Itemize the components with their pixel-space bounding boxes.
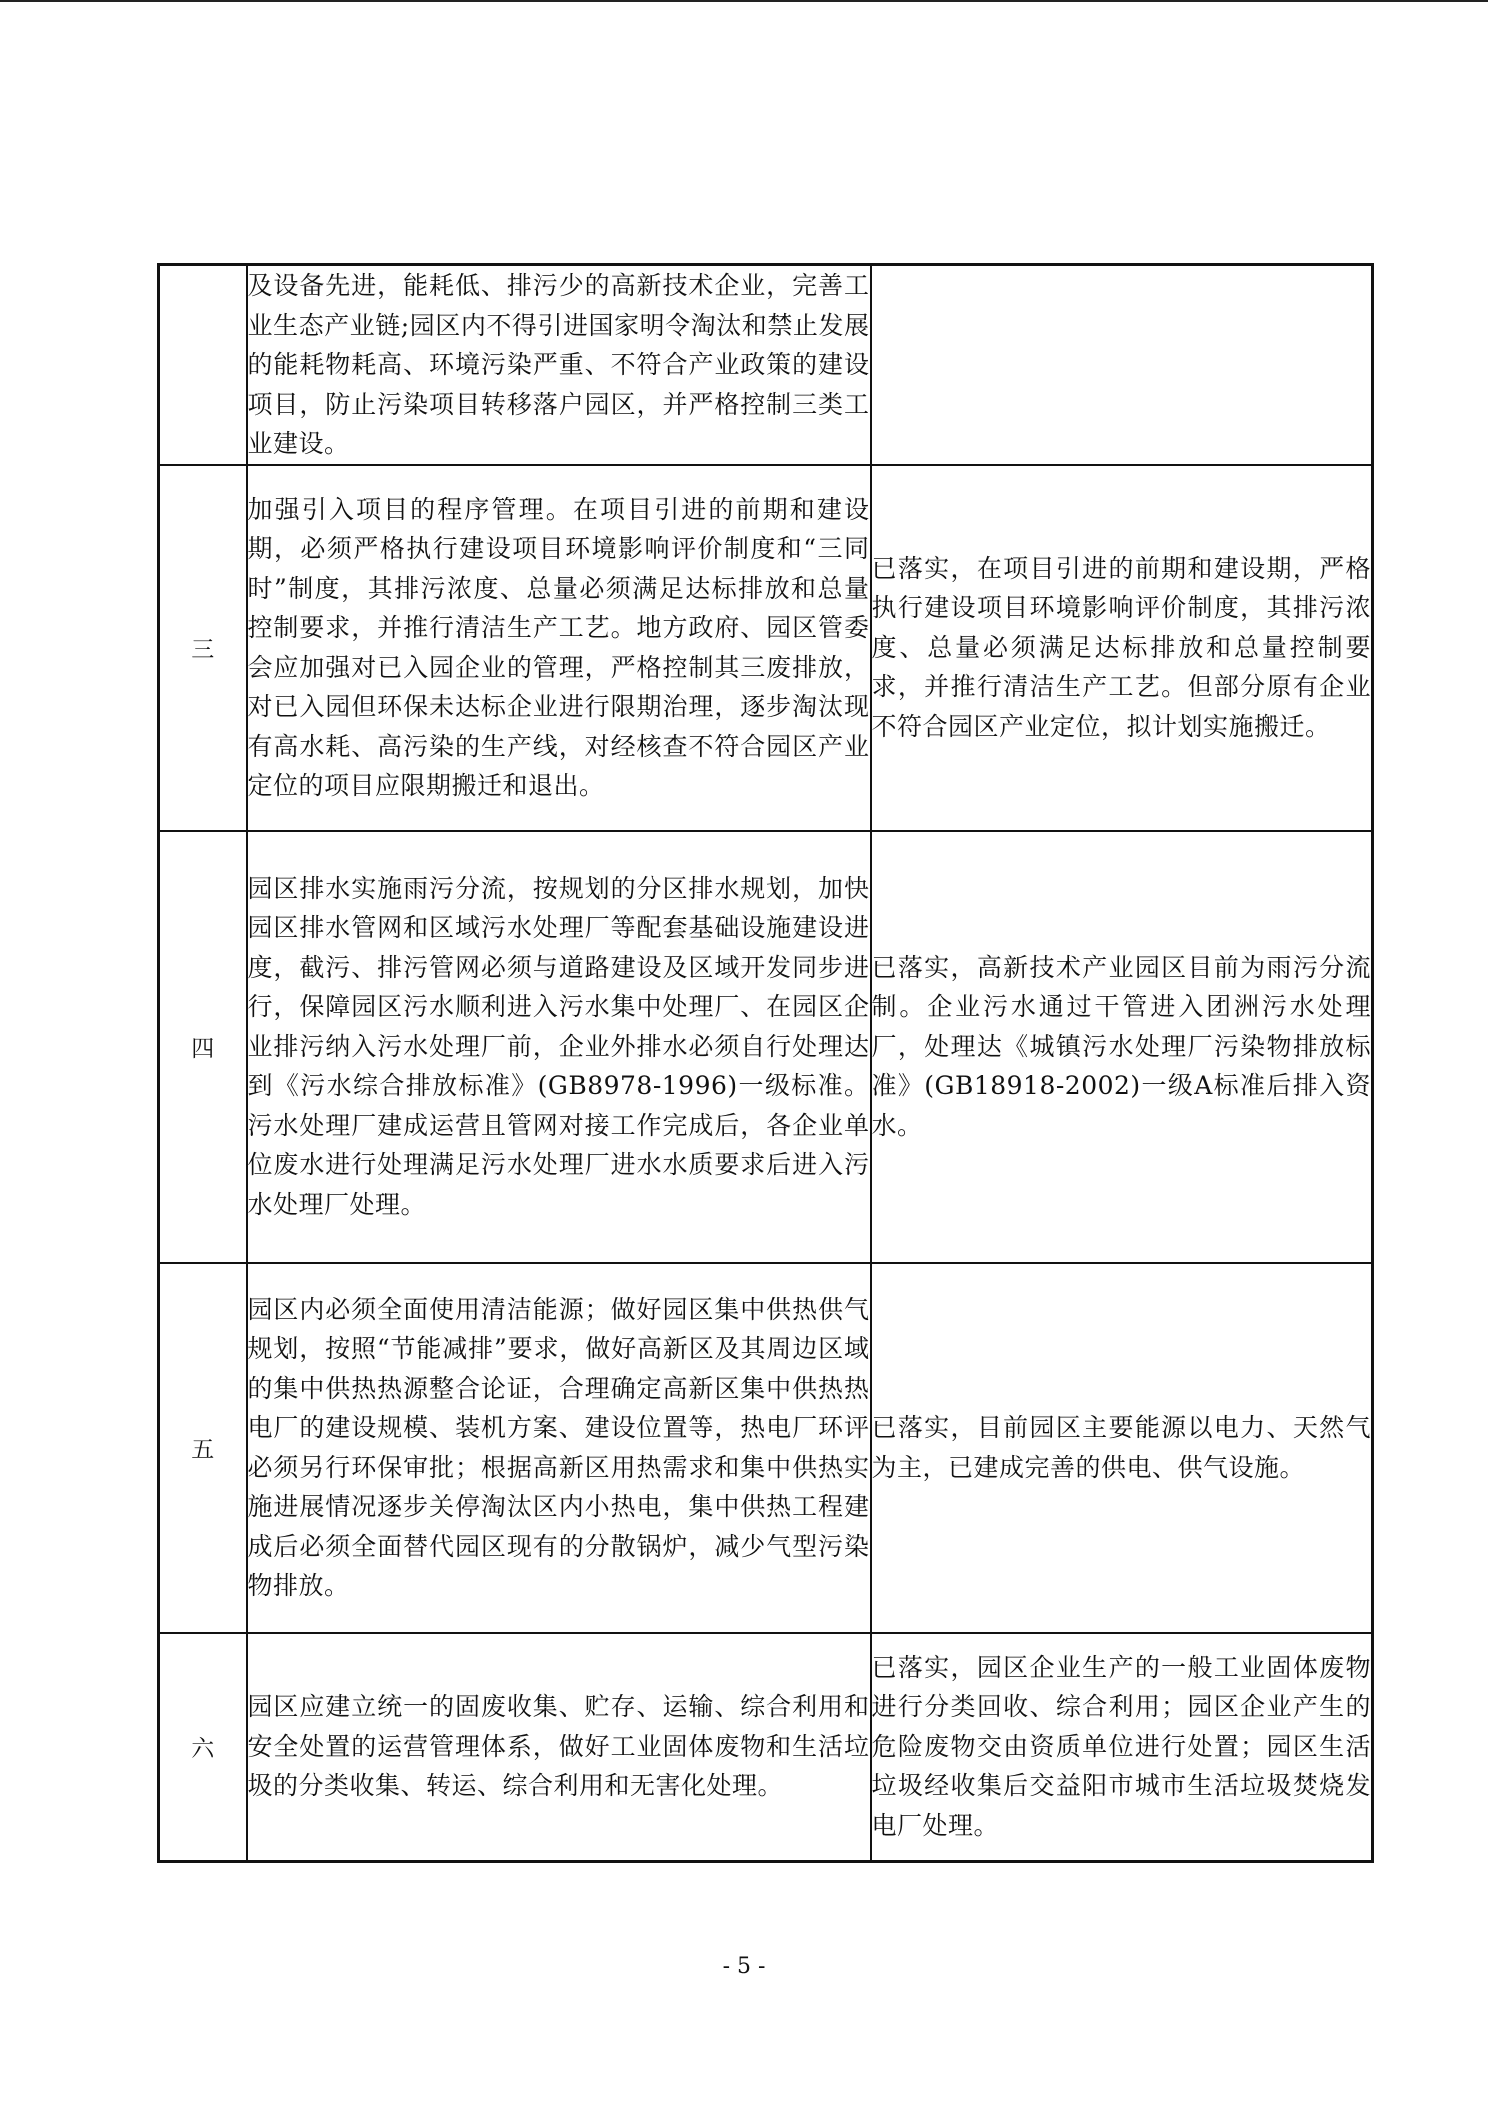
table-row: [159, 265, 1373, 465]
row-number: 三: [159, 465, 247, 831]
row-number: 五: [159, 1263, 247, 1633]
row-number: [159, 265, 247, 465]
requirement-cell: 园区内必须全面使用清洁能源；做好园区集中供热供气规划，按照“节能减排”要求，做好高新区及其周边区域的集中供热热源整合论证，合理确定高新区集中供热热电厂的建设规模、装机方案、建设位置等，热电厂环评必须另行环保审批；根据高新区用热需求和集中供热实施进展情况逐步关停淘汰区内小热电，集中供热工程建成后必须全面替代园区现有的分散锅炉，减少气型污染物排放。: [247, 1263, 871, 1633]
status-cell: 已落实，园区企业生产的一般工业固体废物进行分类回收、综合利用；园区企业产生的危险废物交由资质单位进行处置；园区生活垃圾经收集后交益阳市城市生活垃圾焚烧发电厂处理。: [871, 1633, 1373, 1862]
status-cell: 已落实，在项目引进的前期和建设期，严格执行建设项目环境影响评价制度，其排污浓度、总量必须满足达标排放和总量控制要求，并推行清洁生产工艺。但部分原有企业不符合园区产业定位，拟计划实施搬迁。: [871, 465, 1373, 831]
requirement-cell: 园区应建立统一的固废收集、贮存、运输、综合利用和安全处置的运营管理体系，做好工业固体废物和生活垃圾的分类收集、转运、综合利用和无害化处理。: [247, 1633, 871, 1862]
requirement-cell: 园区排水实施雨污分流，按规划的分区排水规划，加快园区排水管网和区域污水处理厂等配套基础设施建设进度，截污、排污管网必须与道路建设及区域开发同步进行，保障园区污水顺利进入污水集中处理厂、在园区企业排污纳入污水处理厂前，企业外排水必须自行处理达到《污水综合排放标准》(GB8978-1996)一级标准。污水处理厂建成运营且管网对接工作完成后，各企业单位废水进行处理满足污水处理厂进水水质要求后进入污水处理厂处理。: [247, 831, 871, 1263]
status-cell: [871, 265, 1373, 465]
status-cell: 已落实，高新技术产业园区目前为雨污分流制。企业污水通过干管进入团洲污水处理厂，处理达《城镇污水处理厂污染物排放标准》(GB18918-2002)一级A标准后排入资水。: [871, 831, 1373, 1263]
table-row: [159, 465, 1373, 831]
status-cell: 已落实，目前园区主要能源以电力、天然气为主，已建成完善的供电、供气设施。: [871, 1263, 1373, 1633]
requirement-cell: 及设备先进，能耗低、排污少的高新技术企业，完善工业生态产业链;园区内不得引进国家明令淘汰和禁止发展的能耗物耗高、环境污染严重、不符合产业政策的建设项目，防止污染项目转移落户园区，并严格控制三类工业建设。: [247, 265, 871, 465]
top-border-line: [0, 0, 1488, 2]
table-row: [159, 1263, 1373, 1633]
requirement-cell: 加强引入项目的程序管理。在项目引进的前期和建设期，必须严格执行建设项目环境影响评价制度和“三同时”制度，其排污浓度、总量必须满足达标排放和总量控制要求，并推行清洁生产工艺。地方政府、园区管委会应加强对已入园企业的管理，严格控制其三废排放，对已入园但环保未达标企业进行限期治理，逐步淘汰现有高水耗、高污染的生产线，对经核查不符合园区产业定位的项目应限期搬迁和退出。: [247, 465, 871, 831]
row-number: 四: [159, 831, 247, 1263]
page-number: - 5 -: [722, 1954, 766, 1979]
table-row: [159, 1633, 1373, 1862]
row-number: 六: [159, 1633, 247, 1862]
compliance-table: [157, 263, 1374, 1863]
table-row: [159, 831, 1373, 1263]
